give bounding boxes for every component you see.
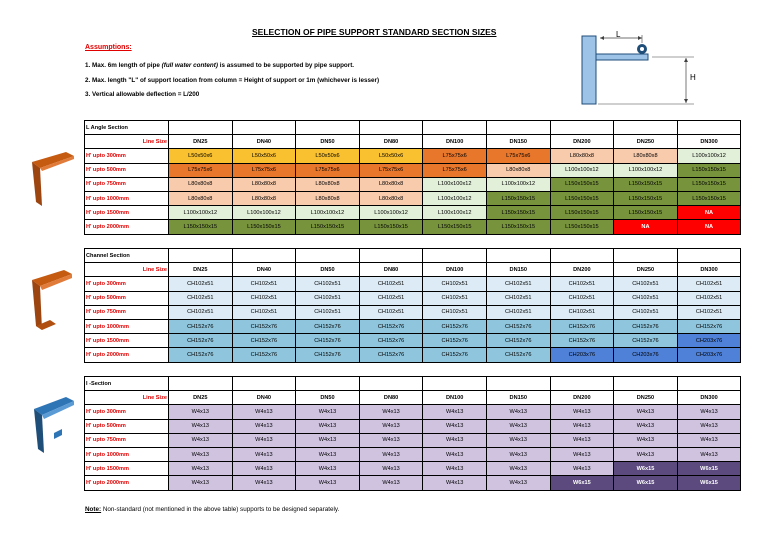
- section-cell: L150x150x15: [232, 220, 296, 234]
- section-cell: L150x150x15: [486, 220, 550, 234]
- section-cell: W4x13: [169, 462, 233, 476]
- size-header: DN40: [232, 391, 296, 405]
- line-size-label: Line Size: [85, 135, 169, 149]
- assumptions-heading: Assumptions:: [85, 44, 132, 51]
- section-cell: CH152x76: [486, 319, 550, 333]
- section-cell: L75x75x6: [169, 163, 233, 177]
- section-cell: W4x13: [614, 419, 678, 433]
- section-cell: CH102x51: [614, 305, 678, 319]
- section-cell: W4x13: [423, 419, 487, 433]
- section-cell: L150x150x15: [296, 220, 360, 234]
- table-row: [85, 220, 741, 234]
- table-row: [85, 476, 741, 490]
- section-cell: W4x13: [423, 462, 487, 476]
- section-cell: W4x13: [486, 447, 550, 461]
- i-section-table: [84, 376, 741, 491]
- section-cell: NA: [614, 220, 678, 234]
- size-header: DN50: [296, 391, 360, 405]
- assumption-1: 1. Max. 6m length of pipe (full water content) is assumed to be supported by pipe support.: [85, 62, 355, 69]
- section-cell: W4x13: [486, 462, 550, 476]
- section-cell: W4x13: [359, 462, 423, 476]
- row-label: H' upto 2000mm: [85, 476, 169, 490]
- i-section-icon: [30, 395, 76, 457]
- empty-cell: [486, 121, 550, 135]
- section-cell: L150x150x15: [614, 206, 678, 220]
- empty-cell: [169, 121, 233, 135]
- section-cell: W4x13: [232, 447, 296, 461]
- table-row: [85, 433, 741, 447]
- line-size-label: Line Size: [85, 263, 169, 277]
- section-cell: L100x100x12: [232, 206, 296, 220]
- line-size-label: Line Size: [85, 391, 169, 405]
- angle-section-table: [84, 120, 741, 235]
- size-header: DN25: [169, 135, 233, 149]
- section-cell: W4x13: [169, 419, 233, 433]
- section-cell: L100x100x12: [614, 163, 678, 177]
- row-label: H' upto 750mm: [85, 305, 169, 319]
- size-header: DN80: [359, 135, 423, 149]
- empty-cell: [232, 121, 296, 135]
- section-cell: W6x15: [677, 462, 741, 476]
- section-cell: W4x13: [232, 476, 296, 490]
- row-label: H' upto 1000mm: [85, 319, 169, 333]
- empty-cell: [359, 249, 423, 263]
- section-cell: L150x150x15: [486, 206, 550, 220]
- section-cell: CH102x51: [550, 291, 614, 305]
- section-cell: CH102x51: [550, 305, 614, 319]
- section-cell: L150x150x15: [423, 220, 487, 234]
- section-cell: W4x13: [296, 419, 360, 433]
- section-cell: W4x13: [232, 419, 296, 433]
- section-cell: W6x15: [614, 462, 678, 476]
- section-cell: W4x13: [614, 433, 678, 447]
- section-cell: CH102x51: [677, 277, 741, 291]
- section-cell: W6x15: [614, 476, 678, 490]
- footer-note: Note: Non-standard (not mentioned in the above table) supports to be designed separately.: [85, 506, 340, 513]
- section-cell: CH152x76: [550, 334, 614, 348]
- table-row: [85, 462, 741, 476]
- section-cell: CH102x51: [486, 277, 550, 291]
- section-cell: W4x13: [550, 433, 614, 447]
- section-cell: L100x100x12: [423, 191, 487, 205]
- table-row: [85, 277, 741, 291]
- section-cell: W4x13: [486, 405, 550, 419]
- size-header: DN200: [550, 263, 614, 277]
- table-row: [85, 419, 741, 433]
- row-label: H' upto 300mm: [85, 149, 169, 163]
- empty-cell: [232, 377, 296, 391]
- section-cell: CH102x51: [169, 291, 233, 305]
- section-name-row: [85, 121, 741, 135]
- section-cell: L75x75x6: [423, 163, 487, 177]
- empty-cell: [550, 121, 614, 135]
- size-header: DN100: [423, 263, 487, 277]
- section-cell: L100x100x12: [423, 206, 487, 220]
- section-cell: L150x150x15: [550, 206, 614, 220]
- empty-cell: [232, 249, 296, 263]
- size-header: DN80: [359, 263, 423, 277]
- section-cell: L80x80x8: [359, 177, 423, 191]
- section-name: L Angle Section: [85, 121, 169, 135]
- empty-cell: [359, 377, 423, 391]
- section-cell: L50x50x6: [296, 149, 360, 163]
- label-l: L: [616, 30, 621, 39]
- section-cell: CH203x76: [550, 348, 614, 362]
- label-h: H: [690, 73, 696, 82]
- section-cell: L50x50x6: [359, 149, 423, 163]
- section-cell: L150x150x15: [614, 191, 678, 205]
- section-cell: W4x13: [296, 476, 360, 490]
- empty-cell: [486, 249, 550, 263]
- section-cell: L80x80x8: [296, 177, 360, 191]
- empty-cell: [423, 121, 487, 135]
- section-cell: CH152x76: [169, 348, 233, 362]
- row-label: H' upto 300mm: [85, 277, 169, 291]
- section-cell: CH102x51: [614, 291, 678, 305]
- section-cell: W4x13: [296, 447, 360, 461]
- empty-cell: [296, 249, 360, 263]
- section-name-row: [85, 249, 741, 263]
- assumption-3: 3. Vertical allowable deflection = L/200: [85, 91, 200, 98]
- empty-cell: [486, 377, 550, 391]
- section-cell: CH152x76: [169, 334, 233, 348]
- section-cell: W4x13: [550, 447, 614, 461]
- size-header: DN300: [677, 391, 741, 405]
- section-cell: NA: [677, 206, 741, 220]
- section-cell: L100x100x12: [677, 149, 741, 163]
- table-row: [85, 291, 741, 305]
- section-cell: CH102x51: [232, 291, 296, 305]
- channel-section-icon: [28, 268, 76, 334]
- empty-cell: [423, 377, 487, 391]
- empty-cell: [423, 249, 487, 263]
- section-cell: CH102x51: [423, 291, 487, 305]
- section-cell: L150x150x15: [614, 177, 678, 191]
- row-label: H' upto 500mm: [85, 419, 169, 433]
- section-cell: L75x75x6: [296, 163, 360, 177]
- section-cell: W4x13: [296, 433, 360, 447]
- section-cell: L80x80x8: [169, 191, 233, 205]
- section-cell: CH152x76: [296, 348, 360, 362]
- size-header: DN200: [550, 135, 614, 149]
- empty-cell: [296, 377, 360, 391]
- size-header: DN250: [614, 135, 678, 149]
- row-label: H' upto 300mm: [85, 405, 169, 419]
- size-header: DN150: [486, 391, 550, 405]
- section-cell: W4x13: [614, 447, 678, 461]
- section-cell: L150x150x15: [550, 220, 614, 234]
- section-cell: CH152x76: [423, 348, 487, 362]
- section-cell: CH152x76: [296, 319, 360, 333]
- section-cell: CH102x51: [486, 305, 550, 319]
- section-cell: CH102x51: [232, 277, 296, 291]
- section-cell: L75x75x6: [486, 149, 550, 163]
- row-label: H' upto 2000mm: [85, 348, 169, 362]
- section-cell: W4x13: [423, 433, 487, 447]
- row-label: H' upto 500mm: [85, 291, 169, 305]
- section-cell: W4x13: [550, 419, 614, 433]
- header-row: [85, 135, 741, 149]
- section-cell: CH152x76: [677, 319, 741, 333]
- section-cell: CH152x76: [169, 319, 233, 333]
- section-cell: L150x150x15: [677, 163, 741, 177]
- empty-cell: [677, 249, 741, 263]
- section-cell: NA: [677, 220, 741, 234]
- section-cell: W4x13: [486, 476, 550, 490]
- section-cell: W6x15: [550, 476, 614, 490]
- section-cell: L150x150x15: [677, 191, 741, 205]
- empty-cell: [550, 377, 614, 391]
- size-header: DN150: [486, 135, 550, 149]
- header-row: [85, 263, 741, 277]
- row-label: H' upto 750mm: [85, 433, 169, 447]
- empty-cell: [614, 249, 678, 263]
- section-cell: CH102x51: [486, 291, 550, 305]
- row-label: H' upto 1000mm: [85, 191, 169, 205]
- section-cell: W4x13: [359, 476, 423, 490]
- section-cell: CH102x51: [423, 305, 487, 319]
- section-cell: CH152x76: [232, 334, 296, 348]
- section-cell: W4x13: [677, 447, 741, 461]
- section-cell: W4x13: [550, 462, 614, 476]
- section-cell: CH102x51: [677, 291, 741, 305]
- table-row: [85, 405, 741, 419]
- size-header: DN40: [232, 135, 296, 149]
- section-cell: L150x150x15: [359, 220, 423, 234]
- section-cell: W4x13: [169, 405, 233, 419]
- section-cell: CH152x76: [296, 334, 360, 348]
- section-cell: CH102x51: [677, 305, 741, 319]
- row-label: H' upto 1500mm: [85, 334, 169, 348]
- section-cell: CH152x76: [232, 348, 296, 362]
- section-cell: CH152x76: [359, 334, 423, 348]
- section-cell: CH102x51: [169, 277, 233, 291]
- row-label: H' upto 750mm: [85, 177, 169, 191]
- section-cell: L80x80x8: [486, 163, 550, 177]
- size-header: DN250: [614, 391, 678, 405]
- size-header: DN300: [677, 263, 741, 277]
- section-cell: L80x80x8: [359, 191, 423, 205]
- section-cell: CH152x76: [423, 334, 487, 348]
- table-row: [85, 447, 741, 461]
- row-label: H' upto 1000mm: [85, 447, 169, 461]
- section-cell: W4x13: [169, 476, 233, 490]
- section-cell: L100x100x12: [169, 206, 233, 220]
- section-cell: W6x15: [677, 476, 741, 490]
- assumption-2: 2. Max. length "L" of support location from column = Height of support or 1m (whichever is lesser): [85, 77, 380, 84]
- size-header: DN100: [423, 135, 487, 149]
- section-cell: W4x13: [677, 405, 741, 419]
- section-cell: CH102x51: [359, 305, 423, 319]
- section-cell: W4x13: [359, 419, 423, 433]
- row-label: H' upto 500mm: [85, 163, 169, 177]
- section-cell: W4x13: [614, 405, 678, 419]
- channel-section-table: [84, 248, 741, 363]
- section-cell: W4x13: [423, 447, 487, 461]
- empty-cell: [677, 377, 741, 391]
- section-name: Channel Section: [85, 249, 169, 263]
- section-cell: CH152x76: [423, 319, 487, 333]
- header-row: [85, 391, 741, 405]
- size-header: DN100: [423, 391, 487, 405]
- section-cell: L80x80x8: [232, 177, 296, 191]
- section-cell: L150x150x15: [550, 191, 614, 205]
- size-header: DN250: [614, 263, 678, 277]
- section-cell: CH152x76: [614, 334, 678, 348]
- size-header: DN300: [677, 135, 741, 149]
- section-cell: W4x13: [486, 419, 550, 433]
- section-cell: W4x13: [486, 433, 550, 447]
- size-header: DN50: [296, 135, 360, 149]
- section-cell: W4x13: [296, 462, 360, 476]
- section-cell: L150x150x15: [169, 220, 233, 234]
- section-cell: CH152x76: [486, 348, 550, 362]
- table-row: [85, 177, 741, 191]
- section-cell: L100x100x12: [359, 206, 423, 220]
- table-row: [85, 206, 741, 220]
- table-row: [85, 163, 741, 177]
- section-cell: W4x13: [232, 462, 296, 476]
- size-header: DN80: [359, 391, 423, 405]
- section-cell: CH102x51: [296, 277, 360, 291]
- table-row: [85, 305, 741, 319]
- size-header: DN150: [486, 263, 550, 277]
- empty-cell: [614, 121, 678, 135]
- section-cell: L80x80x8: [169, 177, 233, 191]
- empty-cell: [550, 249, 614, 263]
- section-cell: L75x75x6: [232, 163, 296, 177]
- section-cell: CH152x76: [359, 319, 423, 333]
- section-cell: W4x13: [232, 433, 296, 447]
- section-cell: CH102x51: [296, 305, 360, 319]
- section-name-row: [85, 377, 741, 391]
- page-title: SELECTION OF PIPE SUPPORT STANDARD SECTION SIZES: [252, 27, 497, 37]
- section-cell: W4x13: [359, 447, 423, 461]
- row-label: H' upto 1500mm: [85, 206, 169, 220]
- section-cell: L80x80x8: [550, 149, 614, 163]
- section-cell: W4x13: [296, 405, 360, 419]
- section-cell: CH102x51: [423, 277, 487, 291]
- size-header: DN40: [232, 263, 296, 277]
- section-cell: CH102x51: [169, 305, 233, 319]
- section-cell: CH152x76: [359, 348, 423, 362]
- table-row: [85, 334, 741, 348]
- section-cell: L150x150x15: [677, 177, 741, 191]
- section-cell: W4x13: [423, 405, 487, 419]
- size-header: DN50: [296, 263, 360, 277]
- empty-cell: [169, 249, 233, 263]
- section-cell: W4x13: [169, 447, 233, 461]
- section-cell: L100x100x12: [550, 163, 614, 177]
- section-cell: W4x13: [232, 405, 296, 419]
- section-cell: L100x100x12: [486, 177, 550, 191]
- section-cell: L150x150x15: [486, 191, 550, 205]
- section-cell: CH102x51: [296, 291, 360, 305]
- section-cell: W4x13: [169, 433, 233, 447]
- size-header: DN25: [169, 391, 233, 405]
- section-cell: CH203x76: [677, 334, 741, 348]
- table-row: [85, 191, 741, 205]
- section-cell: CH102x51: [359, 277, 423, 291]
- section-cell: L75x75x6: [423, 149, 487, 163]
- section-cell: CH102x51: [614, 277, 678, 291]
- size-header: DN200: [550, 391, 614, 405]
- row-label: H' upto 2000mm: [85, 220, 169, 234]
- empty-cell: [169, 377, 233, 391]
- section-cell: CH152x76: [550, 319, 614, 333]
- empty-cell: [677, 121, 741, 135]
- section-cell: L50x50x6: [232, 149, 296, 163]
- section-cell: CH102x51: [232, 305, 296, 319]
- pipe-support-diagram: [570, 30, 705, 112]
- section-cell: W4x13: [550, 405, 614, 419]
- table-row: [85, 149, 741, 163]
- section-cell: L80x80x8: [232, 191, 296, 205]
- section-cell: W4x13: [359, 405, 423, 419]
- section-cell: W4x13: [359, 433, 423, 447]
- table-row: [85, 319, 741, 333]
- empty-cell: [614, 377, 678, 391]
- section-cell: CH152x76: [232, 319, 296, 333]
- section-cell: L75x75x6: [359, 163, 423, 177]
- size-header: DN25: [169, 263, 233, 277]
- section-cell: CH152x76: [486, 334, 550, 348]
- section-cell: CH152x76: [614, 319, 678, 333]
- angle-section-icon: [28, 150, 76, 208]
- section-cell: CH102x51: [550, 277, 614, 291]
- section-name: I -Section: [85, 377, 169, 391]
- empty-cell: [296, 121, 360, 135]
- row-label: H' upto 1500mm: [85, 462, 169, 476]
- section-cell: L50x50x6: [169, 149, 233, 163]
- section-cell: L100x100x12: [296, 206, 360, 220]
- section-cell: W4x13: [423, 476, 487, 490]
- section-cell: L80x80x8: [614, 149, 678, 163]
- section-cell: W4x13: [677, 433, 741, 447]
- section-cell: L150x150x15: [550, 177, 614, 191]
- section-cell: W4x13: [677, 419, 741, 433]
- section-cell: CH203x76: [677, 348, 741, 362]
- section-cell: L80x80x8: [296, 191, 360, 205]
- section-cell: L100x100x12: [423, 177, 487, 191]
- section-cell: CH102x51: [359, 291, 423, 305]
- section-cell: CH203x76: [614, 348, 678, 362]
- table-row: [85, 348, 741, 362]
- empty-cell: [359, 121, 423, 135]
